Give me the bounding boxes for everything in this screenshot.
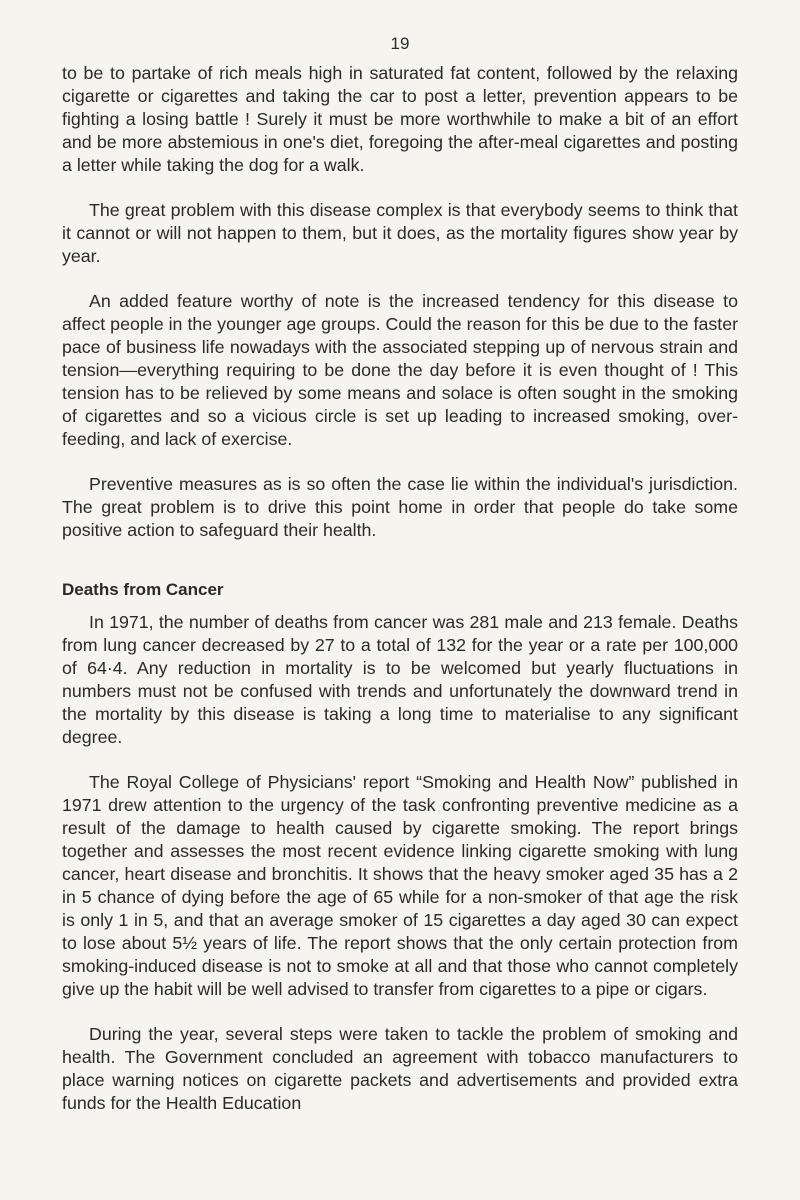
paragraph-government-steps: During the year, several steps were taken to tackle the problem of smoking and health. The Government concluded an agreement with tobacco manufacturers to place warning notices on cigarette packets and advertisements and provided extra funds for the Health Education <box>62 1024 738 1113</box>
paragraph-cancer-deaths-1971: In 1971, the number of deaths from cancer was 281 male and 213 female. Deaths from lung cancer decreased by 27 to a total of 132 for the year or a rate per 100,000 of 64·4. Any reduction in mortality is to be welcomed but yearly fluctuations in numbers must not be confused with trends and unfortunately the downward trend in the mortality by this disease is taking a long time to materialise to any significant degree. <box>62 612 738 747</box>
paragraph-disease-complex: The great problem with this disease complex is that everybody seems to think that it cannot or will not happen to them, but it does, as the mortality figures show year by year. <box>62 200 738 266</box>
section-heading: Deaths from Cancer <box>62 580 224 599</box>
page-body <box>62 62 738 1137</box>
paragraph-continuation: to be to partake of rich meals high in saturated fat content, followed by the relaxing cigarette or cigarettes and taking the car to post a letter, prevention appears to be fighting a losing battle ! Surely it must be more worthwhile to make a bit of an effort and be more abstemious in one's diet, foregoing the after-meal cigarettes and posting a letter while taking the dog for a walk. <box>62 63 738 175</box>
page-number: 19 <box>390 34 410 53</box>
paragraph-younger-age-groups: An added feature worthy of note is the increased tendency for this disease to affect people in the younger age groups. Could the reason for this be due to the faster pace of business life nowadays with the associated stepping up of nervous strain and tension—everything requiring to be done the day before it is even thought of ! This tension has to be relieved by some means and solace is often sought in the smoking of cigarettes and so a vicious circle is set up leading to increased smoking, over-feeding, and lack of exercise. <box>62 291 738 449</box>
paragraph-royal-college-report: The Royal College of Physicians' report “Smoking and Health Now” published in 1971 drew attention to the urgency of the task confronting preventive medicine as a result of the damage to health caused by cigarette smoking. The report brings together and assesses the most recent evidence linking cigarette smoking with lung cancer, heart disease and bronchitis. It shows that the heavy smoker aged 35 has a 2 in 5 chance of dying before the age of 65 while for a non-smoker of that age the risk is only 1 in 5, and that an average smoker of 15 cigarettes a day aged 30 can expect to lose about 5½ years of life. The report shows that the only certain protection from smoking-induced disease is not to smoke at all and that those who cannot completely give up the habit will be well advised to transfer from cigarettes to a pipe or cigars. <box>62 772 738 999</box>
paragraph-preventive-measures: Preventive measures as is so often the case lie within the individual's jurisdiction. The great problem is to drive this point home in order that people do take some positive action to safeguard their health. <box>62 474 738 540</box>
